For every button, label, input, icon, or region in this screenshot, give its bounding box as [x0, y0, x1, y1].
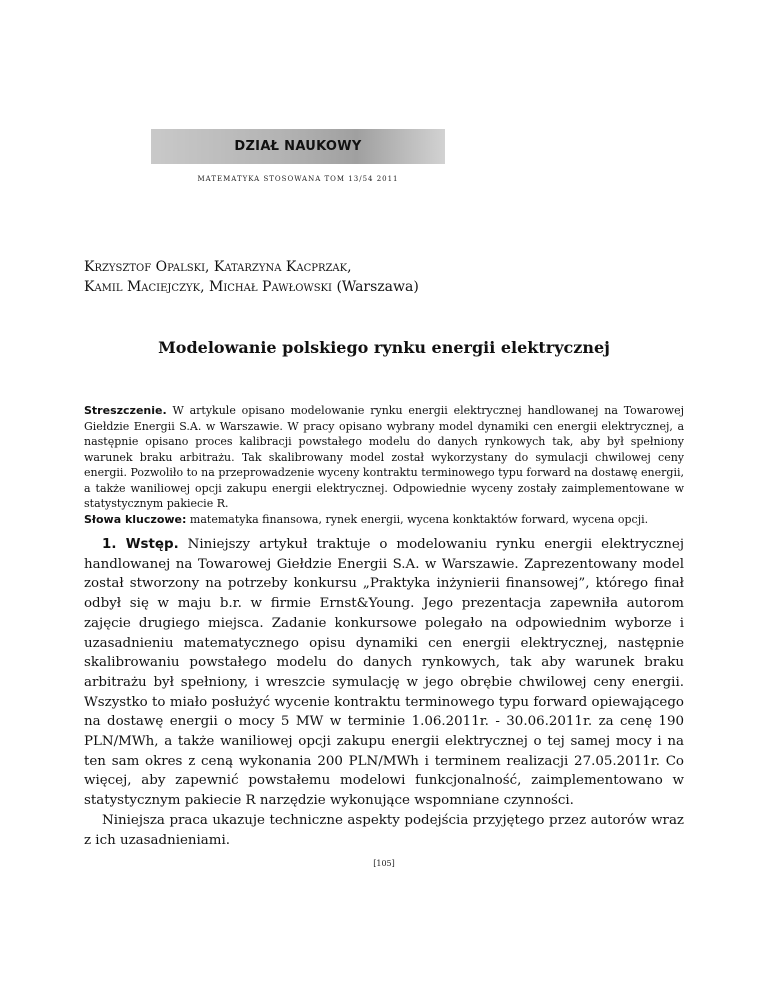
abstract-text: W artykule opisano modelowanie rynku energii elektrycznej handlowanej na Towarowej Giełdzie Energii S.A. w Warszawie. W pracy opisano wybrany model dynamiki cen energii elektrycznej, a następnie opisano proces kalibracji powstałego modelu do danych rynkowych tak, aby był spełniony warunek braku arbitrażu. Tak skalibrowany model został wykorzystany do symulacji chwilowej ceny energii. Pozwoliło to na przeprowadzenie wyceny kontraktu terminowego typu forward na dostawę energii, a także waniliowej opcji zakupu energii elektrycznej. Odpowiednie wyceny zostały zaimplementowane w statystycznym pakiecie R.: [84, 404, 684, 510]
authors-line-1: Krzysztof Opalski, Katarzyna Kacprzak,: [84, 259, 352, 275]
authors-line-2: [84, 277, 644, 297]
abstract-body: [84, 403, 684, 512]
abstract-label: Streszczenie.: [84, 404, 167, 417]
paragraph-1: [84, 535, 684, 811]
journal-line: MATEMATYKA STOSOWANA TOM 13/54 2011: [197, 175, 399, 183]
section-banner: [151, 129, 445, 164]
section-title: DZIAŁ NAUKOWY: [234, 139, 362, 154]
section-introduction: [84, 535, 684, 850]
authors-names: Kamil Maciejczyk, Michał Pawłowski: [84, 279, 332, 295]
paragraph-1-text: Niniejszy artykuł traktuje o modelowaniu rynku energii elektrycznej handlowanej na Towarowej Giełdzie Energii S.A. w Warszawie. Zaprezentowany model został stworzony na potrzeby konkursu „Praktyka inżynierii finansowej”, którego finał odbył się w maju b.r. w firmie Ernst&Young. Jego prezentacja zapewniła autorom zajęcie drugiego miejsca. Zadanie konkursowe polegało na odpowiednim wyborze i uzasadnieniu matematycznego opisu dynamiki cen energii elektrycznej, następnie skalibrowaniu powstałego modelu do danych rynkowych, tak aby warunek braku arbitrażu był spełniony, i wreszcie symulację w jego obrębie chwilowej ceny energii. Wszystko to miało posłużyć wycenie kontraktu terminowego typu forward opiewającego na dostawę energii o mocy 5 MW w terminie 1.06.2011r. - 30.06.2011r. za cenę 190 PLN/MWh, a także waniliowej opcji zakupu energii elektrycznej o tej samej mocy i na ten sam okres z ceną wykonania 200 PLN/MWh i terminem realizacji 27.05.2011r. Co więcej, aby zapewnić powstałemu modelowi funkcjonalność, zaimplementowano w statystycznym pakiecie R narzędzie wykonujące wspomniane czynności.: [84, 537, 685, 809]
article-title: Modelowanie polskiego rynku energii elektrycznej: [158, 338, 610, 357]
keywords-text: matematyka finansowa, rynek energii, wycena konktaktów forward, wycena opcji.: [189, 512, 649, 526]
page-number: [105]: [373, 859, 395, 868]
paragraph-2: Niniejsza praca ukazuje techniczne aspekty podejścia przyjętego przez autorów wraz z ich uzasadnieniami.: [84, 812, 684, 848]
keywords: [84, 512, 684, 528]
authors: [84, 257, 644, 297]
keywords-label: Słowa kluczowe:: [84, 512, 187, 526]
abstract: [84, 403, 684, 527]
section-heading: 1. Wstęp.: [102, 537, 179, 552]
authors-location: (Warszawa): [336, 279, 419, 295]
